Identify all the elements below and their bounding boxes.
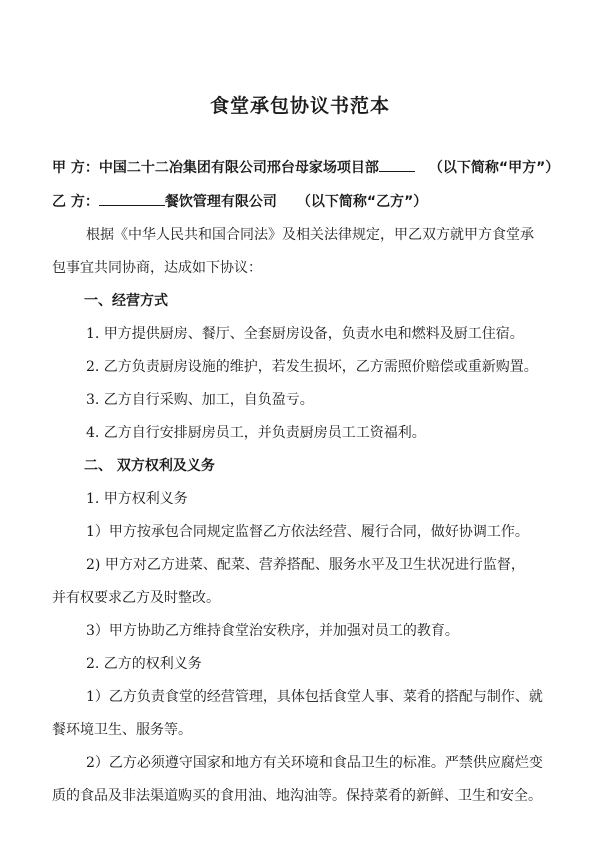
section-2-a-item-2-line-2: 并有权要求乙方及时整改。 xyxy=(52,590,220,606)
party-b-label: 乙 方： xyxy=(52,194,99,210)
intro-line-1: 根据《中华人民共和国合同法》及相关法律规定，甲乙双方就甲方食堂承 xyxy=(86,227,534,243)
section-2-a-item-2-line-1: 2) 甲方对乙方进菜、配菜、营养搭配、服务水平及卫生状况进行监督， xyxy=(86,557,525,573)
section-1-heading: 一、经营方式 xyxy=(84,293,168,309)
section-2-a-item-3: 3）甲方协助乙方维持食堂治安秩序，并加强对员工的教育。 xyxy=(86,623,459,639)
party-b-line xyxy=(52,191,427,211)
document-title: 食堂承包协议书范本 xyxy=(209,95,390,117)
section-2-a-item-1: 1）甲方按承包合同规定监督乙方依法经营、履行合同，做好协调工作。 xyxy=(86,524,529,540)
section-2-b-item-2-line-2: 质的食品及非法渠道购买的食用油、地沟油等。保持菜肴的新鲜、卫生和安全。 xyxy=(52,788,542,804)
section-2-b-item-1-line-1: 1）乙方负责食堂的经营管理，具体包括食堂人事、菜肴的搭配与制作、就 xyxy=(86,689,543,705)
section-1-item-1: 1. 甲方提供厨房、餐厅、全套厨房设备，负责水电和燃料及厨工住宿。 xyxy=(86,326,524,342)
party-a-abbr: （以下简称“甲方”） xyxy=(428,160,560,176)
section-1-item-4: 4. 乙方自行安排厨房员工，并负责厨房员工工资福利。 xyxy=(86,425,426,441)
section-2-b-item-2-line-1: 2）乙方必须遵守国家和地方有关环境和食品卫生的标准。严禁供应腐烂变 xyxy=(86,755,543,771)
party-a-name: 中国二十二冶集团有限公司邢台母家场项目部 xyxy=(98,160,379,176)
section-1-item-3: 3. 乙方自行采购、加工，自负盈亏。 xyxy=(86,392,314,408)
section-2-sub-1: 1. 甲方权利义务 xyxy=(86,491,188,507)
party-b-blank xyxy=(99,191,165,206)
section-2-sub-2: 2. 乙方的权利义务 xyxy=(86,656,202,672)
party-b-abbr: （以下简称“乙方”） xyxy=(296,194,428,210)
section-2-heading: 二、 双方权利及义务 xyxy=(84,458,215,474)
section-2-b-item-1-line-2: 餐环境卫生、服务等。 xyxy=(52,722,192,738)
intro-line-2: 包事宜共同协商，达成如下协议： xyxy=(52,260,262,276)
party-a-label: 甲 方： xyxy=(52,160,99,176)
party-a-blank xyxy=(379,157,415,172)
party-b-name: 餐饮管理有限公司 xyxy=(164,194,277,210)
party-a-line xyxy=(52,157,559,177)
section-1-item-2: 2. 乙方负责厨房设施的维护，若发生损坏，乙方需照价赔偿或重新购置。 xyxy=(86,359,538,375)
